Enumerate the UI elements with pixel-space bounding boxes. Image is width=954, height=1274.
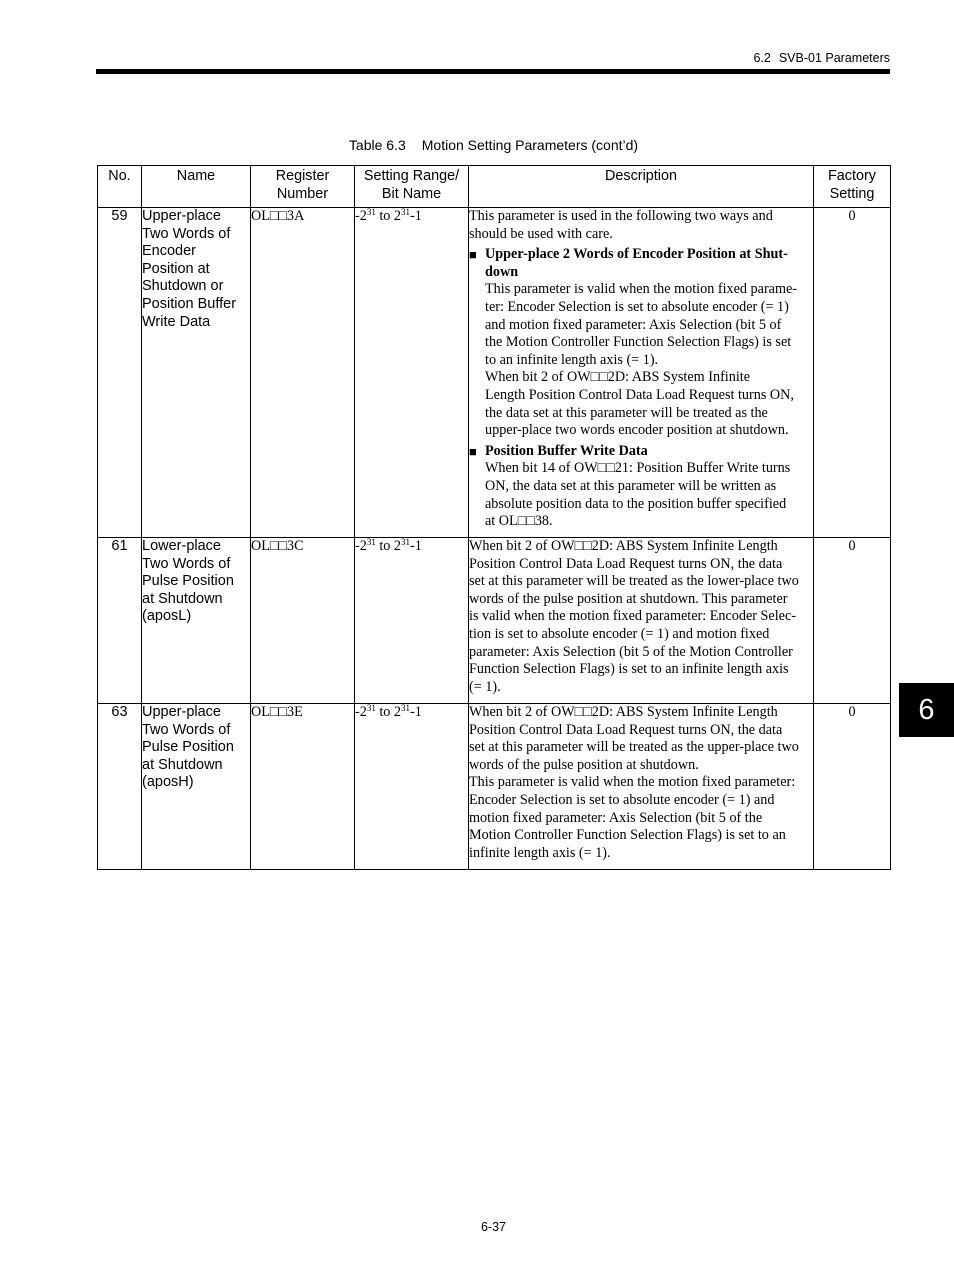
range-connector: to [379, 208, 391, 224]
range-upper-offset: -1 [409, 208, 422, 224]
name-line: Upper-place [142, 208, 221, 224]
cell-no: 61 [98, 538, 142, 704]
range-upper-exponent: 31 [400, 703, 410, 713]
name-line: Two Words of [142, 721, 231, 738]
header-text: No. [108, 168, 131, 184]
range-upper-exponent: 31 [400, 207, 410, 217]
description-line: ON, the data set at this parameter will be written as [485, 477, 777, 494]
description-line: When bit 2 of OW□□2D: ABS System Infinite Length [469, 538, 778, 554]
description-line: Function Selection Flags) is set to an infinite length axis [469, 661, 789, 678]
name-line: at Shutdown [142, 590, 223, 607]
cell-register: OL□□3C [251, 538, 355, 704]
cell-name [142, 208, 251, 538]
description-bullet-item [469, 246, 813, 440]
cell-description [469, 208, 814, 538]
description-line: motion fixed parameter: Axis Selection (bit 5 of the [469, 809, 763, 826]
cell-no: 63 [98, 704, 142, 870]
table-row [98, 538, 891, 704]
description-line: parameter: Axis Selection (bit 5 of the Motion Controller [469, 643, 793, 660]
name-line: Lower-place [142, 538, 221, 554]
name-line: Position Buffer [142, 295, 237, 312]
range-lower-base: -2 [355, 704, 367, 720]
description-line: the Motion Controller Function Selection Flags) is set [485, 334, 792, 351]
section-number: 6.2 [753, 51, 771, 65]
column-header-factory-setting [814, 166, 891, 208]
range-upper-exponent: 31 [400, 537, 410, 547]
name-line: Pulse Position [142, 739, 234, 756]
table-header-row [98, 166, 891, 208]
cell-factory-setting: 0 [814, 538, 891, 704]
description-line: infinite length axis (= 1). [469, 844, 611, 861]
table-title: Motion Setting Parameters (cont’d) [421, 137, 639, 153]
name-line: Encoder [142, 243, 197, 260]
cell-factory-setting: 0 [814, 208, 891, 538]
range-lower-exponent: 31 [366, 703, 376, 713]
name-line: Two Words of [142, 555, 231, 572]
description-line: is valid when the motion fixed parameter: Encoder Selec- [469, 608, 796, 625]
column-header-name [142, 166, 251, 208]
description-line: upper-place two words encoder position at shutdown. [485, 422, 789, 439]
description-line: When bit 14 of OW□□21: Position Buffer Write turns [485, 460, 791, 477]
header-text: Description [605, 168, 677, 184]
column-header-no [98, 166, 142, 208]
description-line: Encoder Selection is set to absolute encoder (= 1) and [469, 791, 775, 808]
cell-description [469, 538, 814, 704]
bullet-square-icon: ■ [469, 247, 477, 263]
header-text: Setting [829, 186, 875, 202]
range-upper-offset: -1 [409, 704, 422, 720]
table-number: Table 6.3 [348, 137, 406, 153]
header-text: Name [176, 168, 216, 184]
description-line: at OL□□38. [485, 513, 553, 530]
description-line: ter: Encoder Selection is set to absolute encoder (= 1) [485, 298, 789, 315]
section-title: SVB-01 Parameters [778, 51, 890, 65]
cell-factory-setting: 0 [814, 704, 891, 870]
description-line: the data set at this parameter will be treated as the [485, 404, 768, 421]
name-line: Position at [142, 260, 210, 277]
header-rule [96, 69, 890, 74]
description-line: and motion fixed parameter: Axis Selection (bit 5 of [485, 316, 782, 333]
setting-range [355, 208, 422, 224]
description-line: words of the pulse position at shutdown. This parameter [469, 590, 788, 607]
cell-register: OL□□3E [251, 704, 355, 870]
name-line: Upper-place [142, 704, 221, 720]
cell-setting-range [355, 208, 469, 538]
header-text: Bit Name [381, 186, 442, 202]
bullet-heading: down [485, 263, 519, 280]
range-connector: to [379, 704, 391, 720]
range-upper-base: 2 [393, 208, 401, 224]
name-line: (aposH) [142, 774, 194, 791]
description-line: (= 1). [469, 678, 501, 695]
range-lower-exponent: 31 [366, 207, 376, 217]
motion-setting-parameters-table [97, 165, 891, 870]
page-number: 6-37 [480, 1220, 507, 1234]
range-upper-base: 2 [393, 704, 401, 720]
range-upper-offset: -1 [409, 538, 422, 554]
description-line: When bit 2 of OW□□2D: ABS System Infinite Length [469, 704, 778, 720]
range-lower-base: -2 [355, 208, 367, 224]
setting-range [355, 538, 422, 554]
description-line: This parameter is valid when the motion fixed parameter: [469, 774, 796, 791]
description-line: to an infinite length axis (= 1). [485, 351, 659, 368]
table-row [98, 704, 891, 870]
description-line: Motion Controller Function Selection Flags) is set to an [469, 827, 786, 844]
chapter-tab: 6 [899, 683, 954, 737]
cell-name [142, 538, 251, 704]
header-text: Factory [828, 168, 876, 184]
header-text: Register [275, 168, 330, 184]
description-line: This parameter is used in the following two ways and [469, 208, 773, 224]
cell-register: OL□□3A [251, 208, 355, 538]
bullet-square-icon: ■ [469, 443, 477, 459]
description-line: When bit 2 of OW□□2D: ABS System Infinite [485, 369, 751, 386]
name-line: Two Words of [142, 225, 231, 242]
name-line: Pulse Position [142, 573, 234, 590]
bullet-heading: Position Buffer Write Data [485, 442, 648, 459]
description-line: should be used with care. [469, 225, 613, 242]
description-line: tion is set to absolute encoder (= 1) and motion fixed [469, 625, 770, 642]
name-line: Write Data [142, 313, 211, 330]
name-line: at Shutdown [142, 756, 223, 773]
description-bullet-item [469, 443, 813, 531]
table-caption [97, 136, 890, 154]
setting-range [355, 704, 422, 720]
cell-description [469, 704, 814, 870]
cell-setting-range [355, 538, 469, 704]
column-header-register [251, 166, 355, 208]
description-line: set at this parameter will be treated as the upper-place two [469, 739, 799, 756]
description-line: Position Control Data Load Request turns ON, the data [469, 721, 783, 738]
header-text: Number [276, 186, 329, 202]
description-line: Length Position Control Data Load Request turns ON, [485, 386, 794, 403]
table-row [98, 208, 891, 538]
column-header-setting-range [355, 166, 469, 208]
description-line: set at this parameter will be treated as the lower-place two [469, 573, 799, 590]
cell-name [142, 704, 251, 870]
header-text: Setting Range/ [363, 168, 460, 184]
range-lower-exponent: 31 [366, 537, 376, 547]
description-line: This parameter is valid when the motion fixed parame- [485, 281, 798, 298]
column-header-description [469, 166, 814, 208]
range-upper-base: 2 [393, 538, 401, 554]
range-connector: to [379, 538, 391, 554]
description-line: Position Control Data Load Request turns ON, the data [469, 555, 783, 572]
name-line: Shutdown or [142, 278, 224, 295]
name-line: (aposL) [142, 608, 192, 625]
bullet-heading: Upper-place 2 Words of Encoder Position at Shut- [485, 246, 788, 263]
description-line: absolute position data to the position buffer specified [485, 495, 787, 512]
description-line: words of the pulse position at shutdown. [469, 756, 699, 773]
cell-no: 59 [98, 208, 142, 538]
cell-setting-range [355, 704, 469, 870]
running-head [753, 51, 890, 66]
range-lower-base: -2 [355, 538, 367, 554]
